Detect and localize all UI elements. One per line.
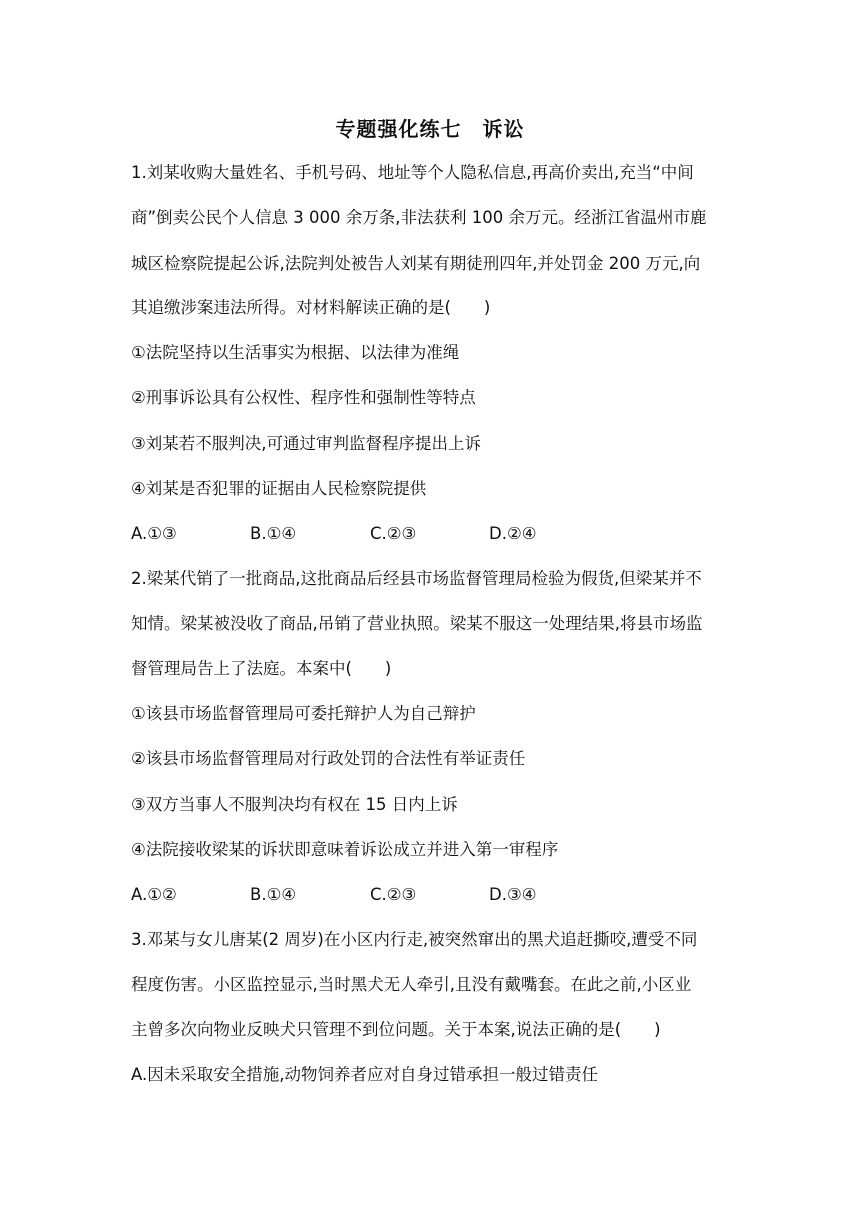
q3-option-a: A.因未采取安全措施,动物饲养者应对自身过错承担一般过错责任: [131, 1065, 598, 1084]
q2-statement-1: ①该县市场监督管理局可委托辩护人为自己辩护: [131, 704, 476, 723]
q2-statement-4: ④法院接收梁某的诉状即意味着诉讼成立并进入第一审程序: [131, 840, 559, 859]
q1-statement-4: ④刘某是否犯罪的证据由人民检察院提供: [131, 479, 427, 498]
q2-option-d: D.③④: [489, 885, 537, 904]
q1-stem-line-2: 商”倒卖公民个人信息 3 000 余万条,非法获利 100 余万元。经浙江省温州市鹿: [131, 208, 707, 227]
q1-statement-2: ②刑事诉讼具有公权性、程序性和强制性等特点: [131, 388, 476, 407]
q2-statement-2: ②该县市场监督管理局对行政处罚的合法性有举证责任: [131, 749, 526, 768]
q2-option-c: C.②③: [370, 885, 417, 904]
q1-option-c: C.②③: [370, 524, 417, 543]
q1-option-d: D.②④: [489, 524, 537, 543]
page-title: 专题强化练七 诉讼: [335, 117, 525, 141]
q2-statement-3: ③双方当事人不服判决均有权在 15 日内上诉: [131, 795, 458, 814]
q2-option-b: B.①④: [250, 885, 297, 904]
q1-statement-1: ①法院坚持以生活事实为根据、以法律为准绳: [131, 343, 460, 362]
q1-stem-line-4: 其追缴涉案违法所得。对材料解读正确的是( ): [131, 298, 491, 317]
q2-option-a: A.①②: [131, 885, 177, 904]
q2-stem-line-1: 2.梁某代销了一批商品,这批商品后经县市场监督管理局检验为假货,但梁某并不: [131, 569, 702, 588]
q2-stem-line-2: 知情。梁某被没收了商品,吊销了营业执照。梁某不服这一处理结果,将县市场监: [131, 614, 703, 633]
q1-option-a: A.①③: [131, 524, 177, 543]
q2-stem-line-3: 督管理局告上了法庭。本案中( ): [131, 659, 392, 678]
q1-stem-line-3: 城区检察院提起公诉,法院判处被告人刘某有期徒刑四年,并处罚金 200 万元,向: [131, 254, 701, 273]
q3-stem-line-2: 程度伤害。小区监控显示,当时黑犬无人牵引,且没有戴嘴套。在此之前,小区业: [131, 975, 692, 994]
q3-stem-line-1: 3.邓某与女儿唐某(2 周岁)在小区内行走,被突然窜出的黑犬追赶撕咬,遭受不同: [131, 930, 698, 949]
q1-stem-line-1: 1.刘某收购大量姓名、手机号码、地址等个人隐私信息,再高价卖出,充当“中间: [131, 163, 694, 182]
q1-statement-3: ③刘某若不服判决,可通过审判监督程序提出上诉: [131, 434, 482, 453]
q1-option-b: B.①④: [250, 524, 297, 543]
q3-stem-line-3: 主曾多次向物业反映犬只管理不到位问题。关于本案,说法正确的是( ): [131, 1020, 661, 1039]
